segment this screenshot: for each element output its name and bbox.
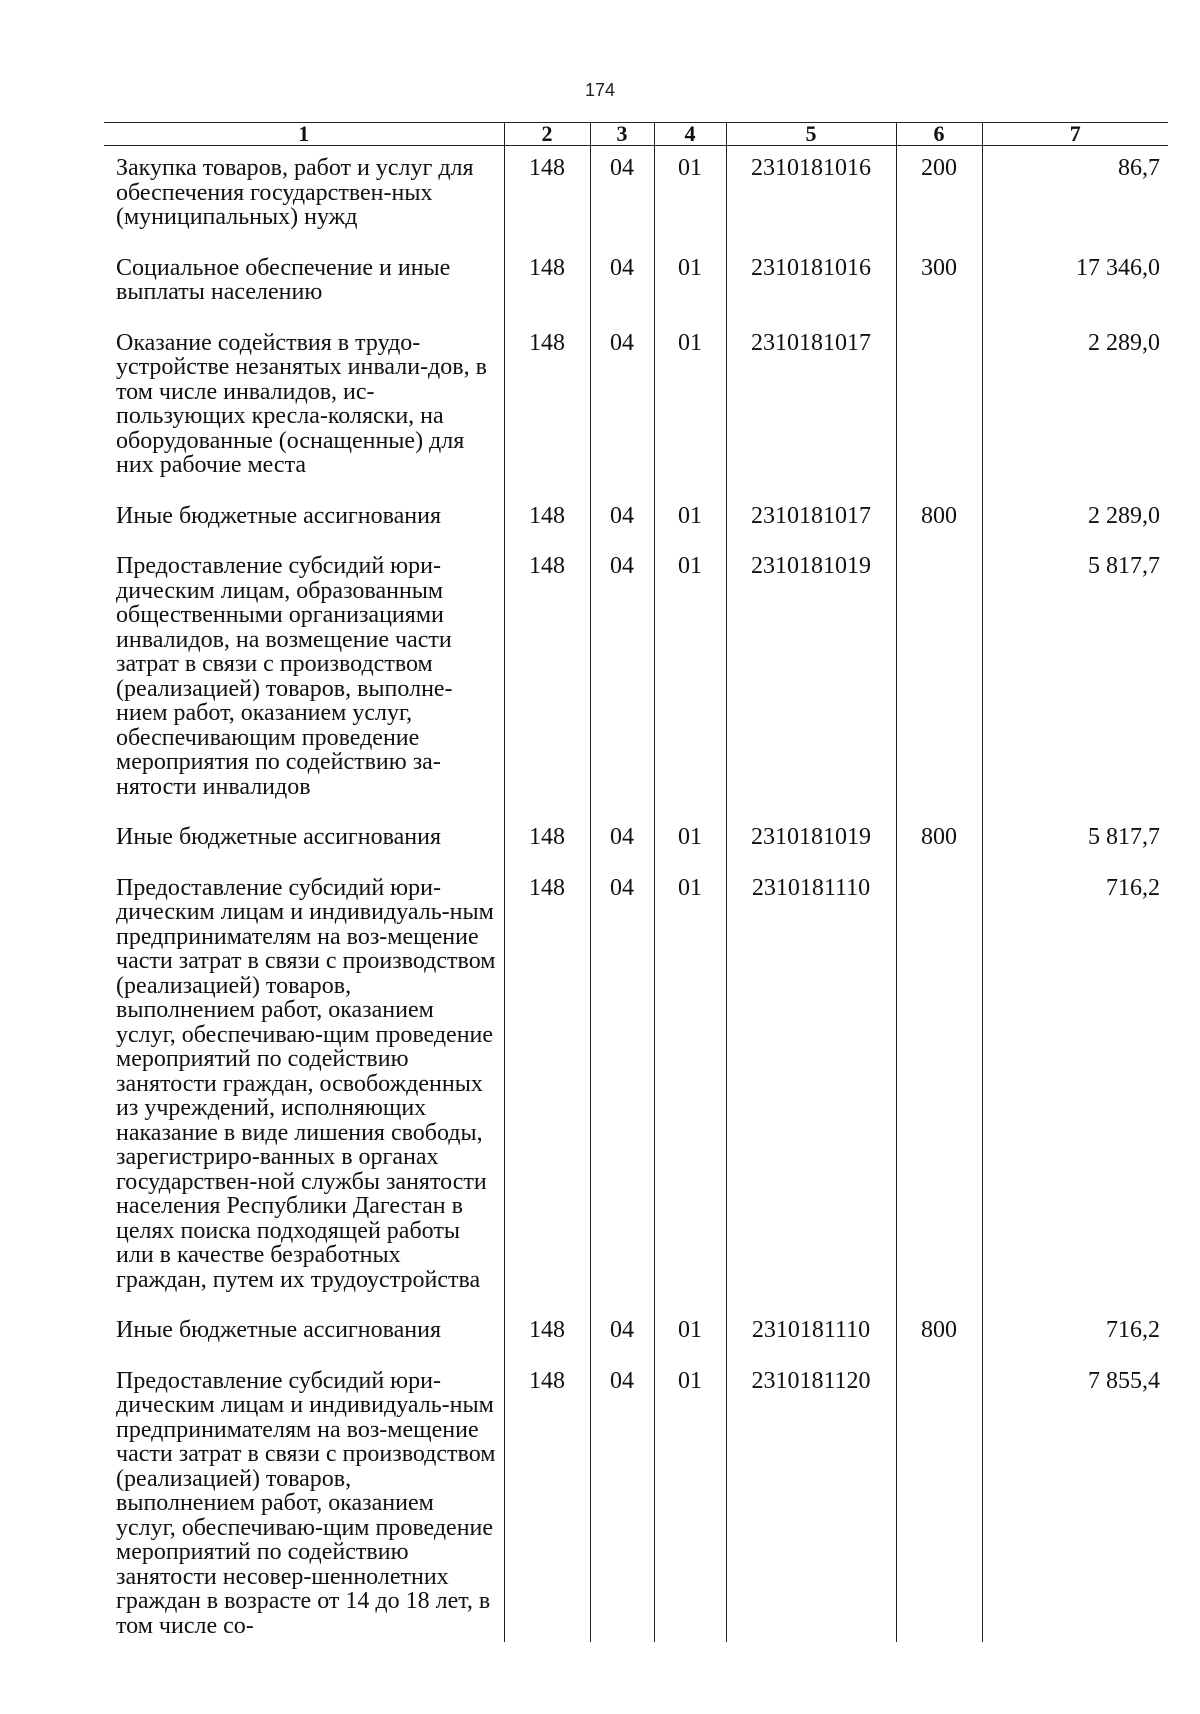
row-col-4: 01 (654, 321, 726, 494)
row-col-2: 148 (504, 321, 590, 494)
row-col-5: 2310181019 (726, 544, 896, 815)
row-col-3: 04 (590, 246, 654, 321)
table-row (104, 146, 1168, 246)
header-col-3: 3 (590, 123, 654, 146)
header-col-5: 5 (726, 123, 896, 146)
row-col-2: 148 (504, 146, 590, 246)
row-col-5: 2310181016 (726, 246, 896, 321)
row-amount: 7 855,4 (982, 1359, 1168, 1643)
row-col-6 (896, 544, 982, 815)
row-col-5: 2310181110 (726, 866, 896, 1309)
table-row (104, 321, 1168, 494)
row-col-3: 04 (590, 866, 654, 1309)
table-row (104, 246, 1168, 321)
row-col-4: 01 (654, 246, 726, 321)
row-col-6 (896, 866, 982, 1309)
row-col-4: 01 (654, 494, 726, 545)
row-amount: 716,2 (982, 866, 1168, 1309)
budget-table (104, 122, 1168, 1642)
table-row (104, 544, 1168, 815)
row-col-4: 01 (654, 815, 726, 866)
row-col-2: 148 (504, 246, 590, 321)
row-col-4: 01 (654, 544, 726, 815)
header-col-1: 1 (104, 123, 504, 146)
row-col-5: 2310181017 (726, 494, 896, 545)
row-amount: 86,7 (982, 146, 1168, 246)
row-col-4: 01 (654, 146, 726, 246)
row-amount: 17 346,0 (982, 246, 1168, 321)
row-name: Предоставление субсидий юри-дическим лицам и индивидуаль-ным предпринимателям на воз-мещение части затрат в связи с производством (реализацией) товаров, выполнением работ, оказанием услуг, обеспечиваю-щим проведение мероприятий по содействию занятости граждан, освобожденных из учреждений, исполняющих наказание в виде лишения свободы, зарегистриро-ванных в органах государствен-ной службы занятости населения Республики Дагестан в целях поиска подходящей работы или в качестве безработных граждан, путем их трудоустройства (116, 874, 496, 1293)
row-col-3: 04 (590, 544, 654, 815)
table-row (104, 1308, 1168, 1359)
row-amount: 5 817,7 (982, 815, 1168, 866)
header-col-4: 4 (654, 123, 726, 146)
header-col-6: 6 (896, 123, 982, 146)
row-amount: 2 289,0 (982, 321, 1168, 494)
header-row (104, 123, 1168, 146)
row-col-4: 01 (654, 1308, 726, 1359)
page-number: 174 (584, 80, 616, 100)
row-amount: 716,2 (982, 1308, 1168, 1359)
row-col-5: 2310181019 (726, 815, 896, 866)
row-col-4: 01 (654, 866, 726, 1309)
row-amount: 5 817,7 (982, 544, 1168, 815)
row-name: Предоставление субсидий юри-дическим лицам и индивидуаль-ным предпринимателям на воз-мещение части затрат в связи с производством (реализацией) товаров, выполнением работ, оказанием услуг, обеспечиваю-щим проведение мероприятий по содействию занятости несовер-шеннолетних граждан в возрасте от 14 до 18 лет, в том числе со- (116, 1367, 496, 1639)
row-amount: 2 289,0 (982, 494, 1168, 545)
row-col-6 (896, 321, 982, 494)
row-name: Оказание содействия в трудо-устройстве незанятых инвали-дов, в том числе инвалидов, ис-пользующих кресла-коляски, на оборудованные (оснащенные) для них рабочие места (116, 329, 487, 478)
row-col-3: 04 (590, 815, 654, 866)
table-row (104, 494, 1168, 545)
row-name: Закупка товаров, работ и услуг для обеспечения государствен-ных (муниципальных) нужд (116, 155, 474, 230)
row-col-3: 04 (590, 1308, 654, 1359)
table-row (104, 1359, 1168, 1643)
row-col-6: 300 (896, 246, 982, 321)
row-col-2: 148 (504, 866, 590, 1309)
row-name: Предоставление субсидий юри-дическим лицам, образованным общественными организациями инвалидов, на возмещение части затрат в связи с производством (реализацией) товаров, выполне-нием работ, оказанием услуг, обеспечивающим проведение мероприятия по содействию за-нятости инвалидов (116, 553, 453, 800)
row-name: Социальное обеспечение и иные выплаты населению (116, 254, 451, 305)
row-name: Иные бюджетные ассигнования (116, 502, 441, 529)
row-col-6: 200 (896, 146, 982, 246)
row-col-3: 04 (590, 321, 654, 494)
row-col-6: 800 (896, 494, 982, 545)
row-col-3: 04 (590, 1359, 654, 1643)
row-col-5: 2310181120 (726, 1359, 896, 1643)
row-col-3: 04 (590, 494, 654, 545)
header-col-2: 2 (504, 123, 590, 146)
table-row (104, 815, 1168, 866)
row-name: Иные бюджетные ассигнования (116, 1317, 441, 1343)
row-col-3: 04 (590, 146, 654, 246)
row-col-6: 800 (896, 815, 982, 866)
row-col-4: 01 (654, 1359, 726, 1643)
row-col-2: 148 (504, 494, 590, 545)
row-col-6: 800 (896, 1308, 982, 1359)
row-col-5: 2310181110 (726, 1308, 896, 1359)
row-col-6 (896, 1359, 982, 1643)
row-col-5: 2310181016 (726, 146, 896, 246)
row-col-5: 2310181017 (726, 321, 896, 494)
row-col-2: 148 (504, 1359, 590, 1643)
row-col-2: 148 (504, 815, 590, 866)
row-col-2: 148 (504, 544, 590, 815)
row-col-2: 148 (504, 1308, 590, 1359)
table-row (104, 866, 1168, 1309)
header-col-7: 7 (982, 123, 1168, 146)
row-name: Иные бюджетные ассигнования (116, 824, 441, 850)
